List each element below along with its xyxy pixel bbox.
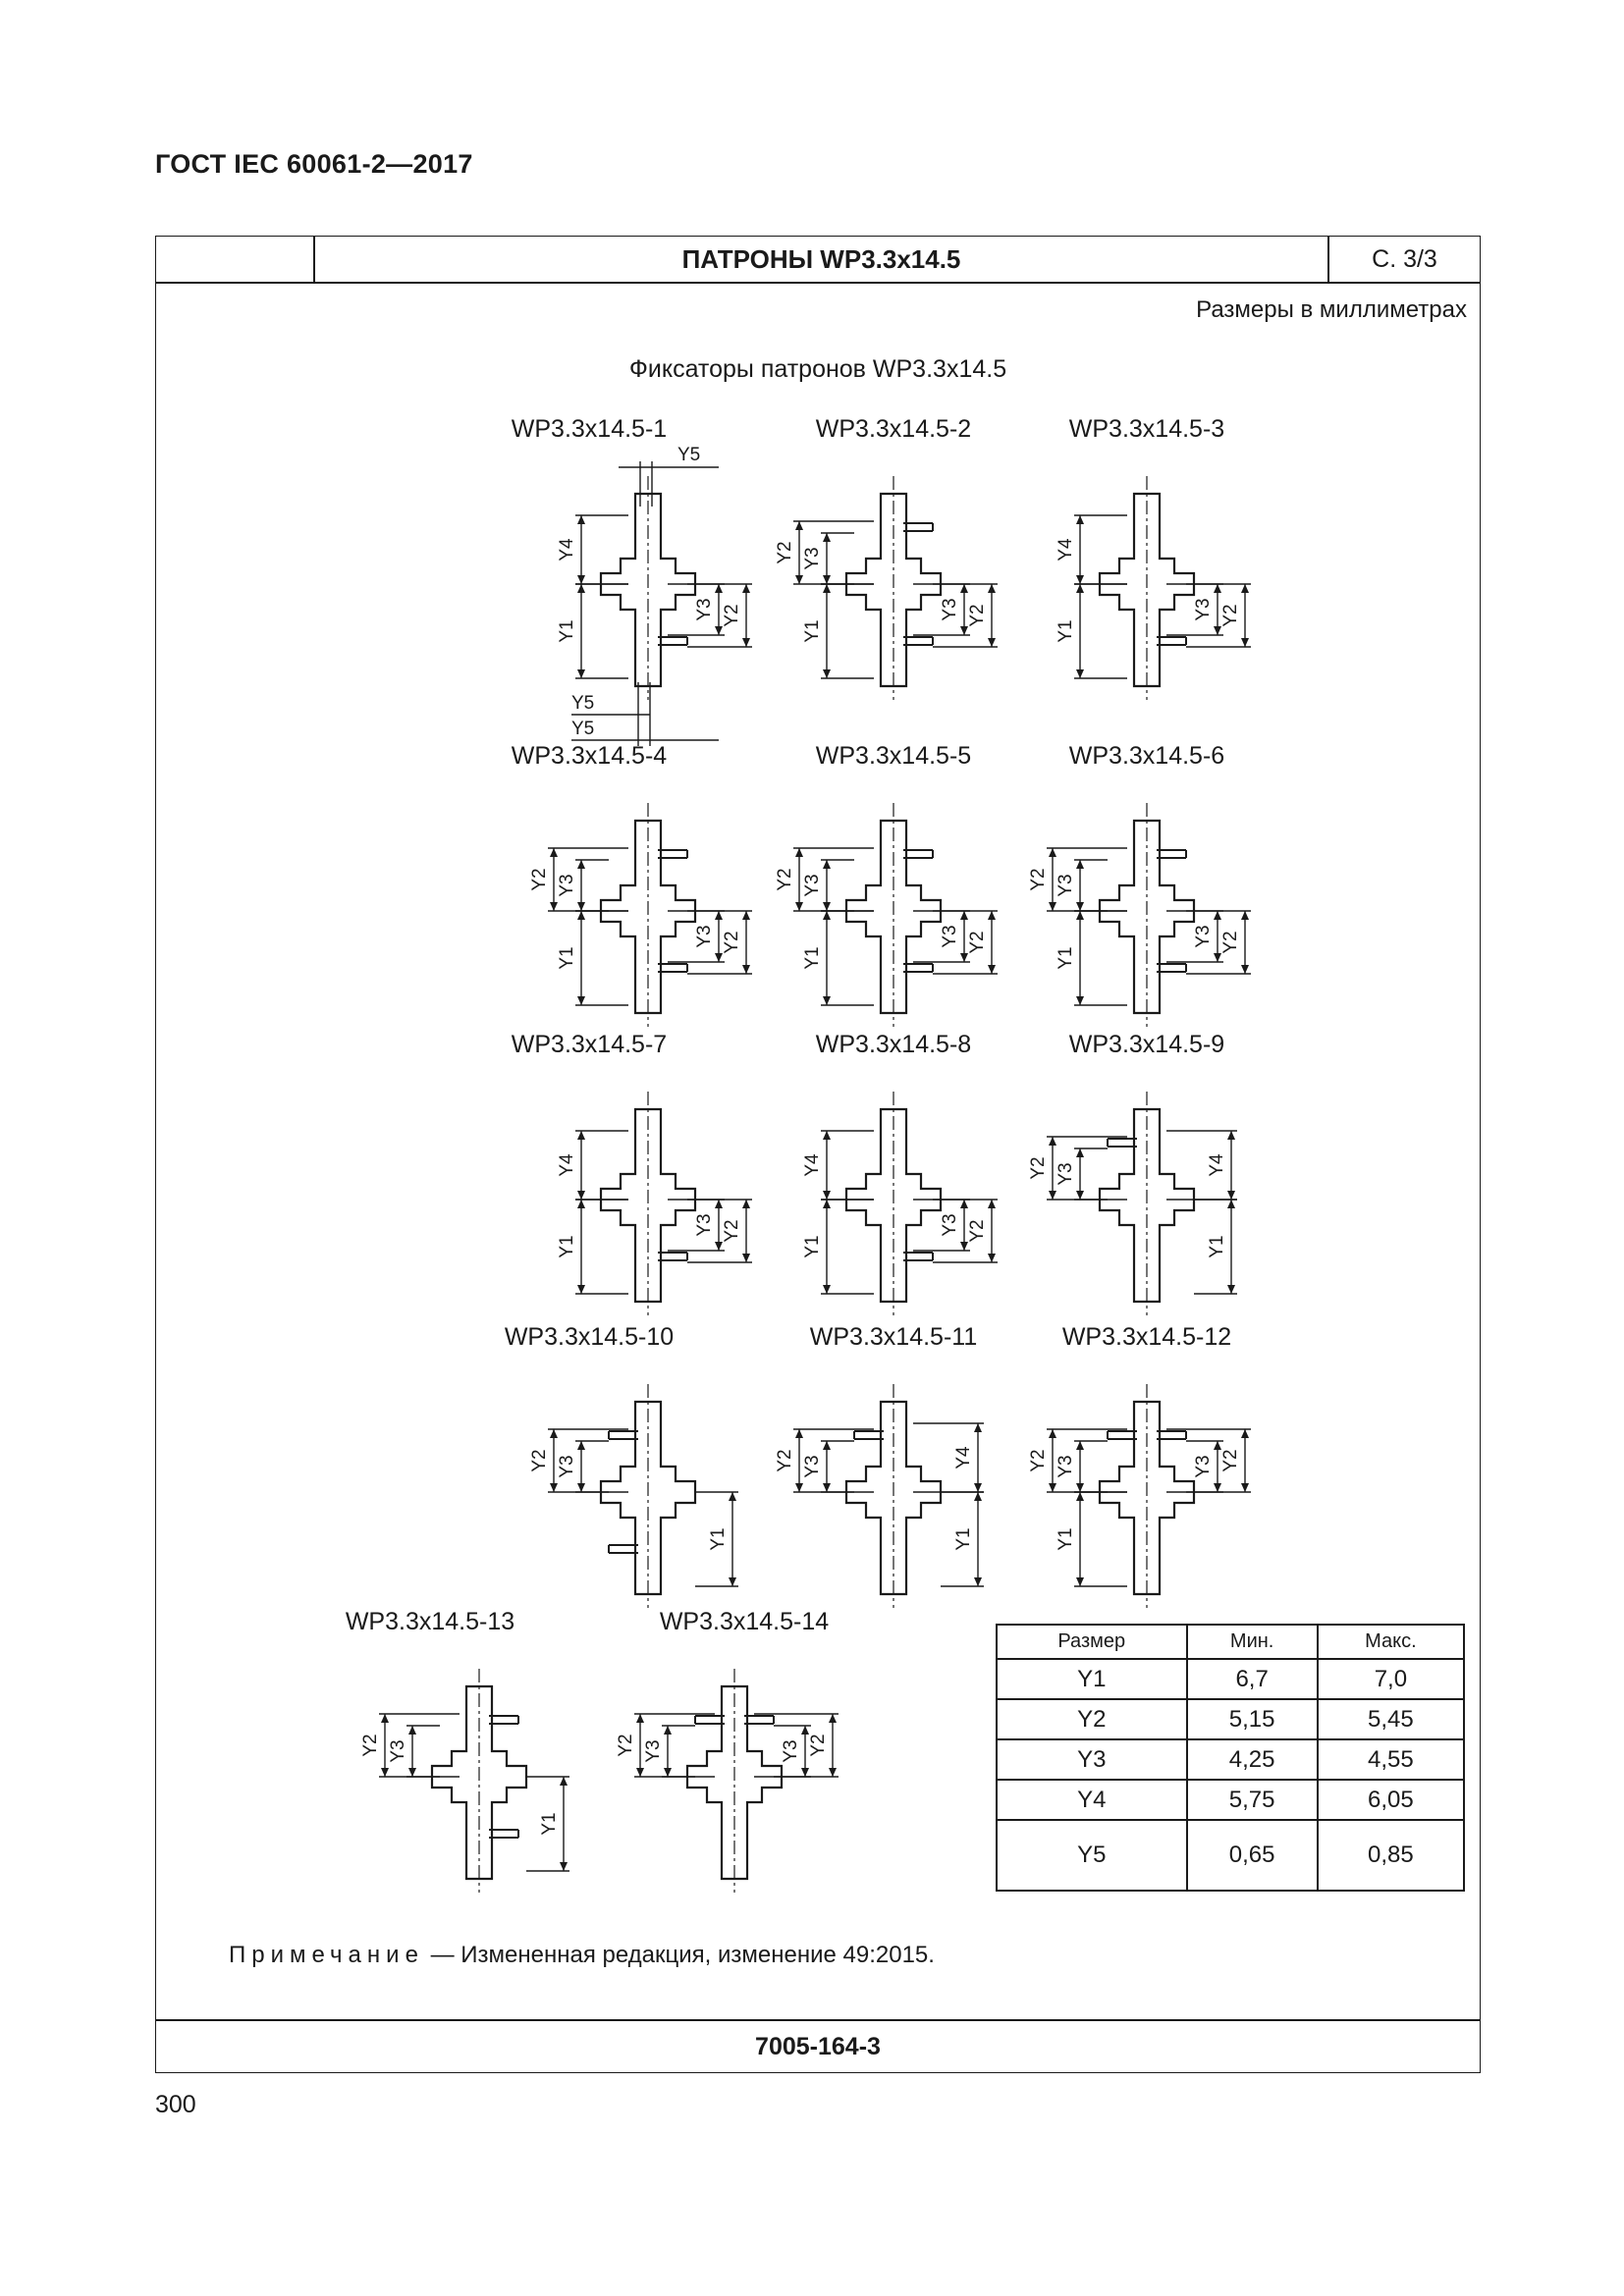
dimension-label: Y1 [802, 619, 823, 643]
arrowhead [823, 1441, 831, 1450]
table-cell: 4,25 [1187, 1739, 1318, 1780]
table-cell: 5,15 [1187, 1699, 1318, 1739]
figure-label: WP3.3х14.5-2 [815, 415, 972, 443]
arrowhead [1241, 638, 1249, 647]
table-header-min: Мин. [1187, 1625, 1318, 1659]
arrowhead [1214, 911, 1221, 920]
table-cell: Y1 [997, 1659, 1187, 1699]
dimension-label: Y2 [529, 1449, 550, 1472]
arrowhead [823, 1191, 831, 1200]
dimension-label: Y1 [1056, 946, 1076, 970]
arrowhead [381, 1768, 389, 1777]
dimension-label: Y2 [529, 868, 550, 891]
arrowhead [1076, 860, 1084, 869]
arrowhead [1049, 902, 1056, 911]
arrowhead [1076, 996, 1084, 1005]
dimension-label: Y4 [1207, 1153, 1227, 1177]
dimension-label: Y3 [802, 547, 823, 570]
dimension-label: Y3 [940, 1213, 960, 1237]
arrowhead [960, 1200, 968, 1208]
dimension-label: Y4 [557, 538, 577, 561]
table-row [997, 1659, 1464, 1699]
arrowhead [823, 1285, 831, 1294]
figure-label: WP3.3х14.5-7 [511, 1031, 668, 1058]
arrowhead [1214, 584, 1221, 593]
figure-label: WP3.3х14.5-6 [1068, 742, 1225, 770]
sheet-title: ПАТРОНЫ WP3.3х14.5 [681, 244, 961, 274]
table-cell: Y4 [997, 1780, 1187, 1820]
arrowhead [636, 1714, 644, 1723]
dimension-label: Y3 [1056, 1455, 1076, 1478]
drawing-code: 7005-164-3 [755, 2033, 881, 2060]
dimension-label: Y1 [557, 1235, 577, 1258]
figure-label: WP3.3х14.5-12 [1061, 1323, 1232, 1351]
arrowhead [795, 521, 803, 530]
arrowhead [577, 911, 585, 920]
dimension-label: Y1 [1207, 1235, 1227, 1258]
arrowhead [974, 1423, 982, 1432]
dimension-label: Y2 [967, 1219, 988, 1243]
dimension-label: Y3 [940, 598, 960, 621]
dimension-label: Y3 [643, 1739, 664, 1763]
arrowhead [823, 1483, 831, 1492]
arrowhead [550, 1483, 558, 1492]
arrowhead [823, 533, 831, 542]
arrowhead [1076, 669, 1084, 678]
arrowhead [823, 575, 831, 584]
dimension-label: Y4 [953, 1446, 974, 1469]
arrowhead [960, 911, 968, 920]
arrowhead [408, 1768, 416, 1777]
figure-label: WP3.3х14.5-3 [1068, 415, 1225, 443]
arrowhead [742, 638, 750, 647]
arrowhead [560, 1777, 568, 1786]
arrowhead [795, 848, 803, 857]
arrowhead [1076, 1441, 1084, 1450]
dimension-label: Y3 [1056, 874, 1076, 897]
arrowhead [577, 1441, 585, 1450]
arrowhead [1227, 1285, 1235, 1294]
arrowhead [823, 911, 831, 920]
dimension-label: Y2 [1028, 1156, 1049, 1180]
units-note: Размеры в миллиметрах [1196, 296, 1467, 323]
arrowhead [550, 1429, 558, 1438]
dimension-label: Y2 [1028, 1449, 1049, 1472]
dimension-label: Y3 [694, 925, 715, 948]
dimension-label: Y3 [557, 1455, 577, 1478]
arrowhead [1076, 902, 1084, 911]
dimension-label: Y1 [1056, 619, 1076, 643]
dimension-label: Y4 [1056, 538, 1076, 561]
dimension-label: Y3 [1056, 1162, 1076, 1186]
arrowhead [577, 860, 585, 869]
dimension-label: Y2 [775, 1449, 795, 1472]
dimension-label: Y5 [571, 693, 595, 714]
dimension-label: Y1 [802, 946, 823, 970]
arrowhead [577, 902, 585, 911]
standard-header: ГОСТ IEC 60061-2—2017 [155, 149, 473, 179]
dimension-label: Y2 [1220, 931, 1241, 954]
arrowhead [974, 1577, 982, 1586]
figure-label: WP3.3х14.5-13 [345, 1608, 515, 1635]
table-row [997, 1780, 1464, 1820]
arrowhead [1076, 1148, 1084, 1157]
table-cell: 5,45 [1318, 1699, 1464, 1739]
arrowhead [974, 1483, 982, 1492]
dimension-label: Y3 [802, 1455, 823, 1478]
dimension-label: Y1 [557, 619, 577, 643]
arrowhead [823, 860, 831, 869]
arrowhead [988, 1200, 996, 1208]
arrowhead [381, 1714, 389, 1723]
arrowhead [823, 996, 831, 1005]
figure-label: WP3.3х14.5-5 [815, 742, 972, 770]
arrowhead [729, 1577, 736, 1586]
dimension-label: Y1 [953, 1527, 974, 1551]
arrowhead [1076, 575, 1084, 584]
arrowhead [795, 575, 803, 584]
arrowhead [664, 1726, 672, 1735]
dimension-label: Y3 [940, 925, 960, 948]
arrowhead [1241, 1483, 1249, 1492]
dimension-label: Y3 [388, 1739, 408, 1763]
arrowhead [1049, 848, 1056, 857]
dimension-label: Y2 [1220, 604, 1241, 627]
arrowhead [1049, 1483, 1056, 1492]
arrowhead [988, 584, 996, 593]
arrowhead [664, 1768, 672, 1777]
arrowhead [1076, 1483, 1084, 1492]
arrowhead [577, 669, 585, 678]
dimension-label: Y4 [802, 1153, 823, 1177]
figure-label: WP3.3х14.5-1 [511, 415, 668, 443]
dimension-label: Y3 [802, 874, 823, 897]
arrowhead [1241, 965, 1249, 974]
dimension-label: Y2 [722, 1219, 742, 1243]
table-cell: Y2 [997, 1699, 1187, 1739]
arrowhead [988, 638, 996, 647]
dimension-label: Y3 [781, 1739, 801, 1763]
arrowhead [795, 902, 803, 911]
arrowhead [1076, 911, 1084, 920]
dimension-label: Y1 [539, 1812, 560, 1836]
arrowhead [577, 996, 585, 1005]
table-row [997, 1699, 1464, 1739]
arrowhead [715, 584, 723, 593]
arrowhead [715, 1200, 723, 1208]
arrowhead [636, 1768, 644, 1777]
arrowhead [1076, 1492, 1084, 1501]
figure-label: WP3.3х14.5-11 [809, 1323, 978, 1351]
arrowhead [1076, 584, 1084, 593]
arrowhead [1076, 515, 1084, 524]
arrowhead [1241, 911, 1249, 920]
dimension-label: Y1 [708, 1527, 729, 1551]
table-cell: Y5 [997, 1820, 1187, 1891]
dimension-label: Y2 [722, 604, 742, 627]
arrowhead [1049, 1137, 1056, 1146]
table-cell: 0,65 [1187, 1820, 1318, 1891]
arrowhead [823, 669, 831, 678]
arrowhead [742, 965, 750, 974]
arrowhead [1227, 1131, 1235, 1140]
dimension-label: Y2 [616, 1734, 636, 1757]
dimension-label: Y2 [775, 868, 795, 891]
note [229, 1942, 935, 1969]
dimension-label: Y2 [967, 604, 988, 627]
arrowhead [742, 584, 750, 593]
arrowhead [988, 911, 996, 920]
figure-label: WP3.3х14.5-14 [659, 1608, 830, 1635]
arrowhead [795, 1483, 803, 1492]
table-cell: 6,05 [1318, 1780, 1464, 1820]
figure-label: WP3.3х14.5-9 [1068, 1031, 1225, 1058]
arrowhead [1049, 1429, 1056, 1438]
arrowhead [729, 1492, 736, 1501]
arrowhead [1214, 1441, 1221, 1450]
dimension-label: Y5 [677, 445, 701, 465]
arrowhead [577, 1131, 585, 1140]
arrowhead [1241, 1429, 1249, 1438]
page-number: 300 [155, 2091, 196, 2118]
arrowhead [577, 575, 585, 584]
arrowhead [829, 1714, 837, 1723]
arrowhead [823, 584, 831, 593]
dimension-label: Y3 [1193, 598, 1214, 621]
drawing-sheet [155, 236, 1481, 2073]
table-row [997, 1739, 1464, 1780]
dimension-label: Y2 [967, 931, 988, 954]
arrowhead [960, 584, 968, 593]
dimension-label: Y2 [1220, 1449, 1241, 1472]
arrowhead [823, 1200, 831, 1208]
arrowhead [577, 515, 585, 524]
dimension-label: Y3 [1193, 1455, 1214, 1478]
table-cell: 7,0 [1318, 1659, 1464, 1699]
arrowhead [577, 1285, 585, 1294]
figure-label: WP3.3х14.5-10 [504, 1323, 675, 1351]
dimension-label: Y2 [775, 541, 795, 564]
arrowhead [1227, 1200, 1235, 1208]
arrowhead [795, 1429, 803, 1438]
table-cell: 0,85 [1318, 1820, 1464, 1891]
table-header-max: Макс. [1318, 1625, 1464, 1659]
dimension-label: Y2 [360, 1734, 381, 1757]
arrowhead [715, 911, 723, 920]
dimension-label: Y3 [694, 598, 715, 621]
arrowhead [550, 848, 558, 857]
table-cell: 6,7 [1187, 1659, 1318, 1699]
table-cell: Y3 [997, 1739, 1187, 1780]
table-row [997, 1820, 1464, 1891]
dimension-label: Y2 [1028, 868, 1049, 891]
arrowhead [577, 1483, 585, 1492]
dimension-label: Y3 [694, 1213, 715, 1237]
arrowhead [801, 1768, 809, 1777]
arrowhead [823, 1131, 831, 1140]
figures-subtitle: Фиксаторы патронов WP3.3х14.5 [628, 355, 1007, 383]
arrowhead [577, 1191, 585, 1200]
table-header-size: Размер [997, 1625, 1187, 1659]
dimension-label: Y1 [557, 946, 577, 970]
dimension-label: Y3 [1193, 925, 1214, 948]
arrowhead [988, 1254, 996, 1262]
arrowhead [1227, 1191, 1235, 1200]
table-cell: 4,55 [1318, 1739, 1464, 1780]
dimension-label: Y3 [557, 874, 577, 897]
dimension-label: Y4 [557, 1153, 577, 1177]
note-prefix: Примечание [229, 1942, 424, 1968]
dimension-label: Y1 [802, 1235, 823, 1258]
dimension-label: Y1 [1056, 1527, 1076, 1551]
sheet-page-ref: С. 3/3 [1372, 245, 1437, 273]
arrowhead [1214, 1483, 1221, 1492]
arrowhead [988, 965, 996, 974]
arrowhead [801, 1726, 809, 1735]
dimensions-table [996, 1624, 1465, 1892]
figure-label: WP3.3х14.5-4 [511, 742, 668, 770]
note-text: — Измененная редакция, изменение 49:2015. [423, 1942, 935, 1968]
arrowhead [1241, 584, 1249, 593]
figure-label: WP3.3х14.5-8 [815, 1031, 972, 1058]
dimension-label: Y5 [571, 719, 595, 739]
dimension-label: Y2 [722, 931, 742, 954]
dimension-label: Y2 [808, 1734, 829, 1757]
arrowhead [823, 902, 831, 911]
arrowhead [577, 1200, 585, 1208]
arrowhead [408, 1726, 416, 1735]
arrowhead [742, 1200, 750, 1208]
table-cell: 5,75 [1187, 1780, 1318, 1820]
arrowhead [560, 1862, 568, 1871]
arrowhead [742, 1254, 750, 1262]
arrowhead [829, 1768, 837, 1777]
arrowhead [1076, 1191, 1084, 1200]
arrowhead [550, 902, 558, 911]
arrowhead [1049, 1191, 1056, 1200]
arrowhead [742, 911, 750, 920]
arrowhead [974, 1492, 982, 1501]
arrowhead [577, 584, 585, 593]
arrowhead [1076, 1577, 1084, 1586]
